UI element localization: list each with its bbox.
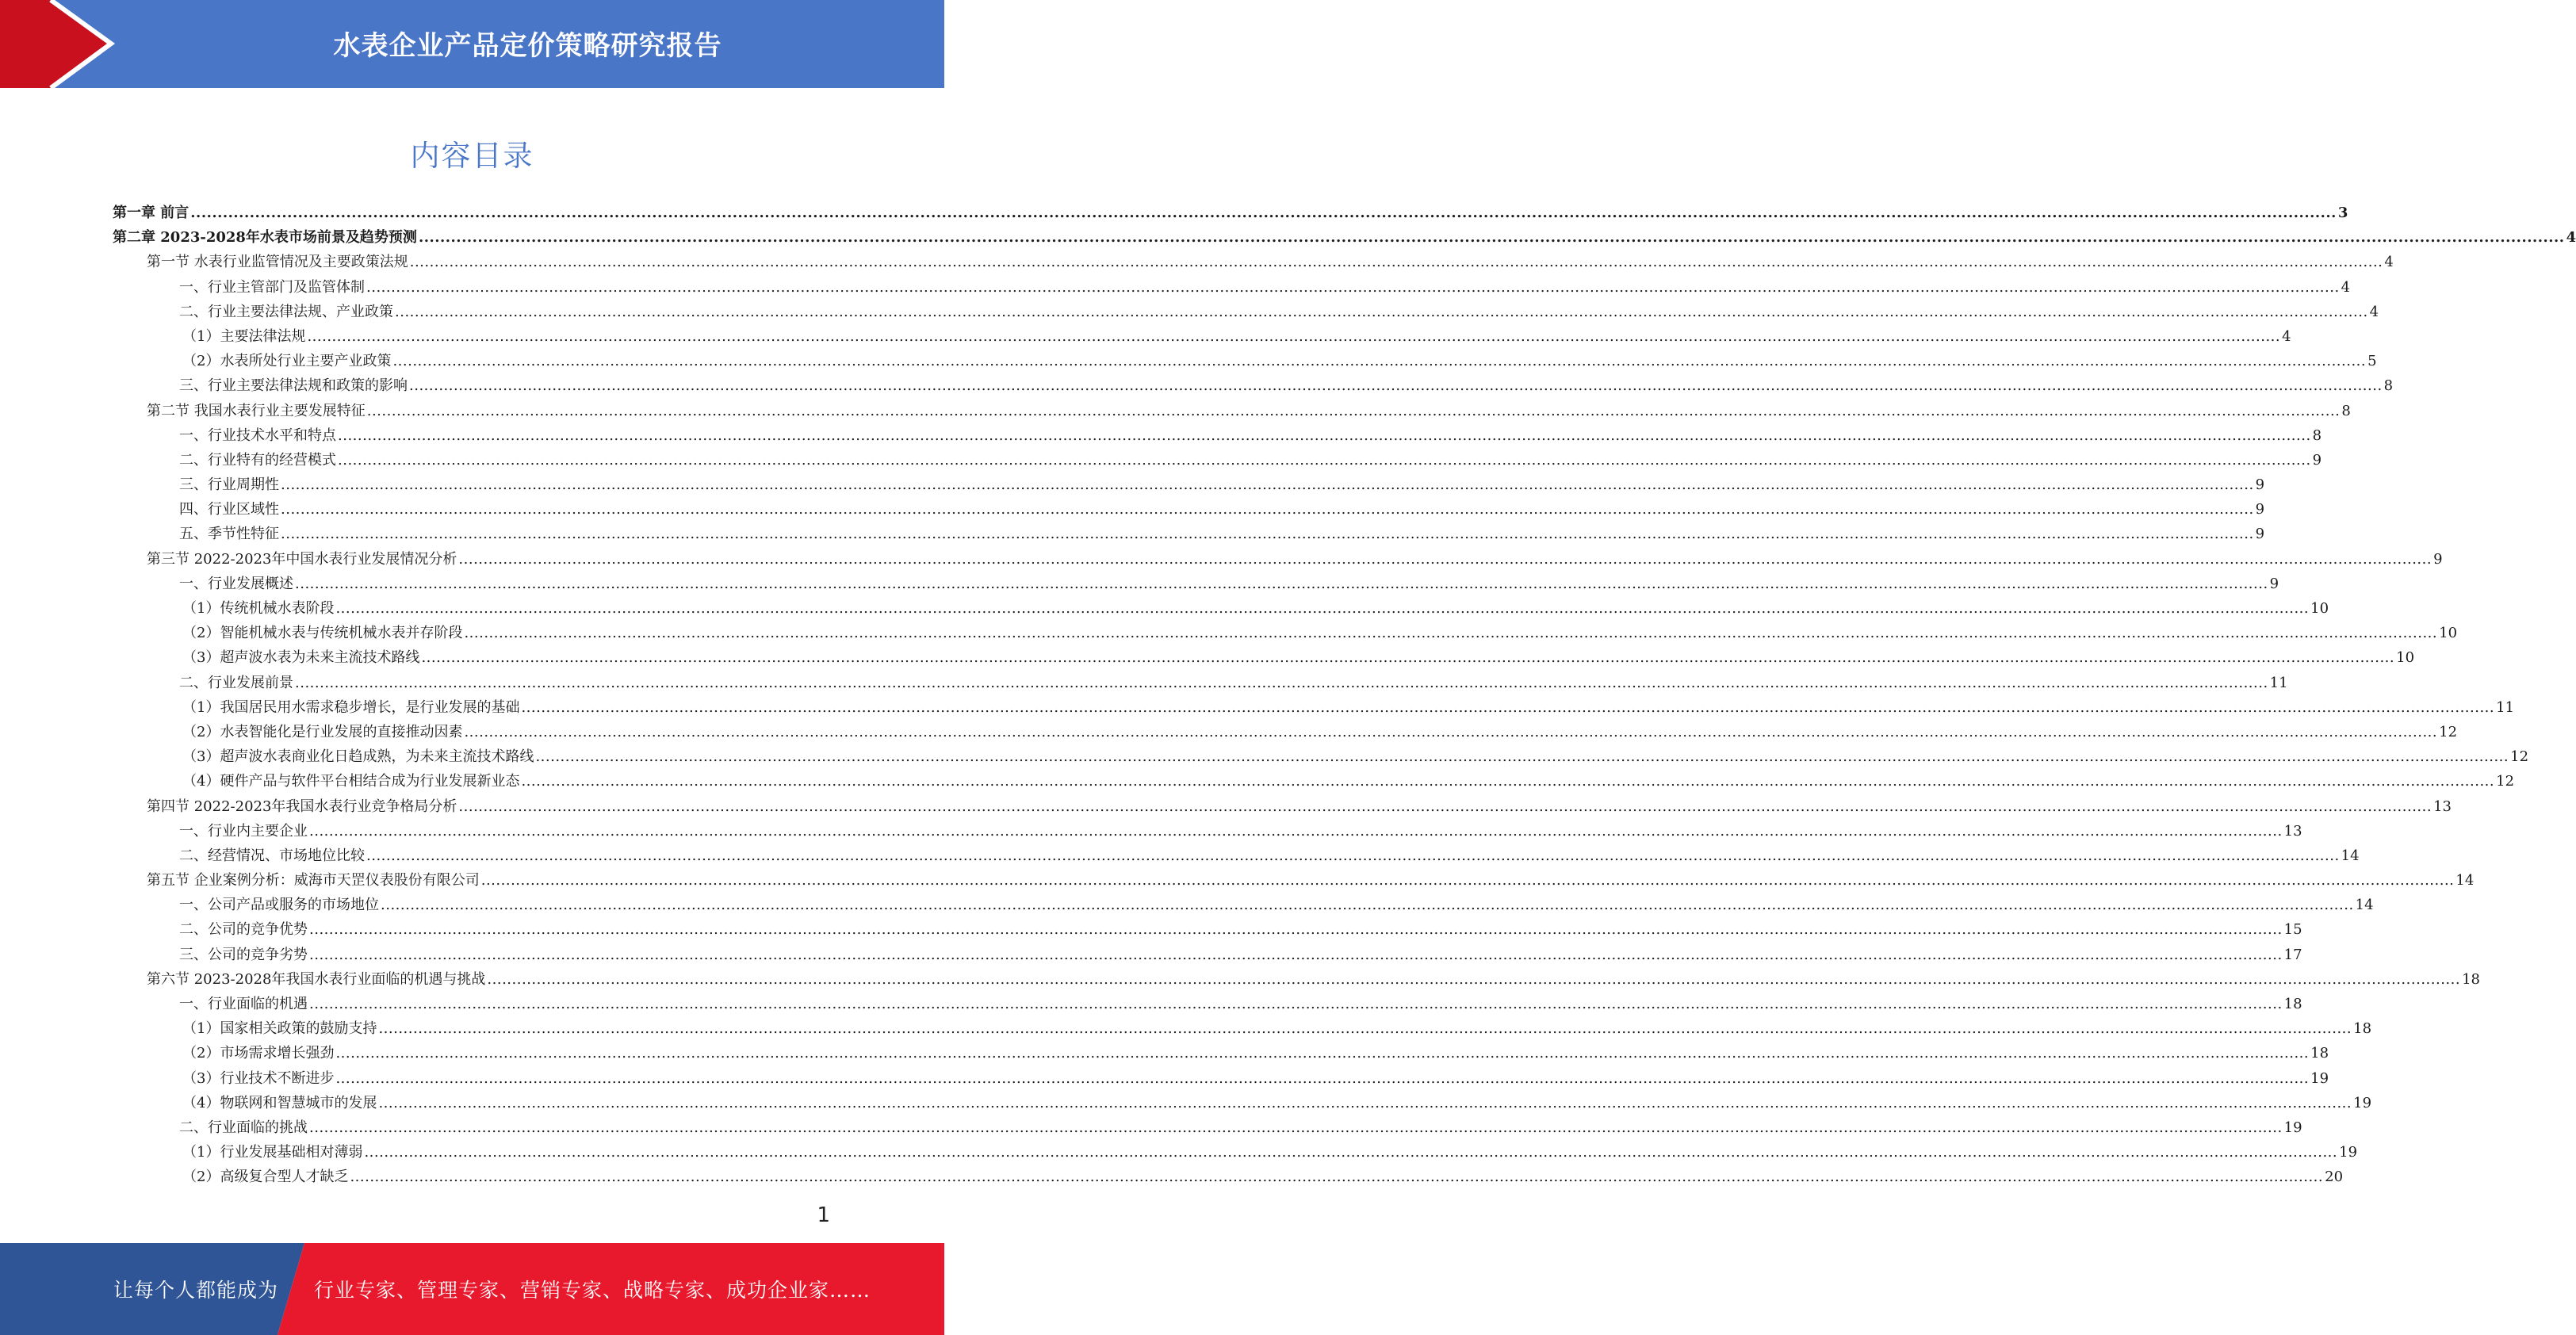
toc-dot-leader: ................................................................................................................................................................................................................................................................................................................................................................................................................ <box>309 822 2283 840</box>
toc-entry[interactable] <box>113 769 2515 794</box>
toc-dot-leader: ................................................................................................................................................................................................................................................................................................................................................................................................................ <box>366 847 2340 864</box>
toc-dot-leader: ................................................................................................................................................................................................................................................................................................................................................................................................................ <box>190 205 2337 221</box>
toc-entry-title: （2）水表所处行业主要产业政策 <box>182 353 392 370</box>
toc-entry-title: 三、行业周期性 <box>179 476 279 494</box>
toc-dot-leader: ................................................................................................................................................................................................................................................................................................................................................................................................................ <box>392 353 2367 370</box>
toc-entry-title: 第一章 前言 <box>113 205 189 221</box>
report-title: 水表企业产品定价策略研究报告 <box>333 30 722 62</box>
toc-entry[interactable] <box>113 720 2458 744</box>
toc-entry[interactable] <box>113 225 2576 250</box>
toc-entry[interactable] <box>113 671 2288 695</box>
toc-entry-title: 二、行业面临的挑战 <box>179 1119 308 1136</box>
toc-entry[interactable] <box>113 547 2443 572</box>
toc-entry[interactable] <box>113 1041 2329 1065</box>
report-footer <box>0 1243 944 1335</box>
toc-entry-page: 10 <box>2439 625 2458 642</box>
toc-entry[interactable] <box>113 275 2351 300</box>
toc-entry-title: 二、行业特有的经营模式 <box>179 451 336 469</box>
toc-entry-title: 第二节 我国水表行业主要发展特征 <box>147 402 366 419</box>
toc-heading: 内容目录 <box>410 139 534 173</box>
toc-dot-leader: ................................................................................................................................................................................................................................................................................................................................................................................................................ <box>295 674 2268 691</box>
toc-entry-title: 第六节 2023-2028年我国水表行业面临的机遇与挑战 <box>147 970 486 988</box>
toc-entry[interactable] <box>113 497 2265 522</box>
toc-dot-leader: ................................................................................................................................................................................................................................................................................................................................................................................................................ <box>281 476 2254 494</box>
toc-entry[interactable] <box>113 917 2302 942</box>
toc-entry-title: 五、季节性特征 <box>179 526 279 543</box>
toc-entry-title: （4）物联网和智慧城市的发展 <box>182 1094 377 1111</box>
toc-dot-leader: ................................................................................................................................................................................................................................................................................................................................................................................................................ <box>366 278 2340 296</box>
toc-dot-leader: ................................................................................................................................................................................................................................................................................................................................................................................................................ <box>350 1169 2324 1186</box>
toc-entry[interactable] <box>113 399 2351 423</box>
toc-entry-page: 9 <box>2255 476 2265 494</box>
toc-entry-title: （2）高级复合型人才缺乏 <box>182 1169 349 1186</box>
toc-entry-page: 9 <box>2255 501 2265 518</box>
toc-entry-title: 第二章 2023-2028年水表市场前景及趋势预测 <box>113 229 417 247</box>
toc-entry-page: 19 <box>2310 1069 2329 1087</box>
toc-dot-leader: ................................................................................................................................................................................................................................................................................................................................................................................................................ <box>521 773 2495 790</box>
toc-entry-page: 18 <box>2353 1020 2372 1038</box>
toc-entry-title: 四、行业区域性 <box>179 501 279 518</box>
toc-dot-leader: ................................................................................................................................................................................................................................................................................................................................................................................................................ <box>335 1069 2310 1087</box>
toc-dot-leader: ................................................................................................................................................................................................................................................................................................................................................................................................................ <box>409 254 2383 271</box>
toc-entry[interactable] <box>113 201 2348 225</box>
toc-dot-leader: ................................................................................................................................................................................................................................................................................................................................................................................................................ <box>381 897 2354 914</box>
toc-entry-page: 14 <box>2455 872 2475 889</box>
toc-entry[interactable] <box>113 250 2394 274</box>
toc-entry-page: 4 <box>2369 303 2379 320</box>
toc-entry-page: 12 <box>2439 723 2458 740</box>
toc-entry-page: 9 <box>2269 575 2279 592</box>
toc-entry-page: 9 <box>2255 526 2265 543</box>
toc-entry-page: 17 <box>2283 946 2302 963</box>
toc-dot-leader: ................................................................................................................................................................................................................................................................................................................................................................................................................ <box>295 575 2268 592</box>
toc-dot-leader: ................................................................................................................................................................................................................................................................................................................................................................................................................ <box>464 625 2438 642</box>
toc-entry-page: 4 <box>2566 229 2576 247</box>
toc-entry-page: 8 <box>2341 402 2351 419</box>
toc-entry[interactable] <box>113 522 2265 546</box>
footer-slogan-right: 行业专家、管理专家、营销专家、战略专家、成功企业家…… <box>314 1279 871 1302</box>
toc-entry-page: 9 <box>2433 550 2443 568</box>
toc-entry-title: 一、行业面临的机遇 <box>179 996 308 1012</box>
toc-entry-title: （1）我国居民用水需求稳步增长，是行业发展的基础 <box>182 698 520 716</box>
toc-entry[interactable] <box>113 1066 2329 1091</box>
toc-entry[interactable] <box>113 324 2291 349</box>
toc-dot-leader: ................................................................................................................................................................................................................................................................................................................................................................................................................ <box>309 1119 2283 1136</box>
toc-dot-leader: ................................................................................................................................................................................................................................................................................................................................................................................................................ <box>309 996 2283 1012</box>
toc-entry[interactable] <box>113 448 2322 472</box>
toc-entry[interactable] <box>113 943 2302 967</box>
toc-dot-leader: ................................................................................................................................................................................................................................................................................................................................................................................................................ <box>418 229 2565 247</box>
toc-entry-page: 15 <box>2283 921 2302 939</box>
toc-dot-leader: ................................................................................................................................................................................................................................................................................................................................................................................................................ <box>378 1094 2352 1111</box>
toc-entry-page: 4 <box>2341 278 2351 296</box>
toc-entry-page: 10 <box>2396 649 2415 667</box>
toc-entry[interactable] <box>113 596 2329 621</box>
toc-dot-leader: ................................................................................................................................................................................................................................................................................................................................................................................................................ <box>421 649 2395 667</box>
toc-dot-leader: ................................................................................................................................................................................................................................................................................................................................................................................................................ <box>335 1045 2310 1062</box>
toc-entry-title: （2）水表智能化是行业发展的直接推动因素 <box>182 723 463 740</box>
toc-entry-page: 14 <box>2341 847 2360 864</box>
toc-entry[interactable] <box>113 373 2394 398</box>
toc-entry[interactable] <box>113 992 2302 1016</box>
toc-dot-leader: ................................................................................................................................................................................................................................................................................................................................................................................................................ <box>409 377 2383 395</box>
toc-dot-leader: ................................................................................................................................................................................................................................................................................................................................................................................................................ <box>480 872 2455 889</box>
toc-entry[interactable] <box>113 1165 2344 1189</box>
toc-dot-leader: ................................................................................................................................................................................................................................................................................................................................................................................................................ <box>307 327 2281 345</box>
toc-entry[interactable] <box>113 1091 2372 1115</box>
toc-entry[interactable] <box>113 1115 2302 1140</box>
toc-entry-page: 14 <box>2355 897 2374 914</box>
toc-entry-title: （3）超声波水表为未来主流技术路线 <box>182 649 420 667</box>
toc-entry[interactable] <box>113 572 2279 596</box>
toc-entry-title: （2）市场需求增长强劲 <box>182 1045 335 1062</box>
toc-entry[interactable] <box>113 819 2302 843</box>
toc-entry-title: （3）超声波水表商业化日趋成熟，为未来主流技术路线 <box>182 748 534 766</box>
toc-entry-page: 8 <box>2383 377 2394 395</box>
toc-entry-page: 5 <box>2367 353 2377 370</box>
toc-entry-page: 11 <box>2496 698 2515 716</box>
table-of-contents <box>113 201 2576 1190</box>
toc-dot-leader: ................................................................................................................................................................................................................................................................................................................................................................................................................ <box>458 798 2432 815</box>
toc-entry-page: 13 <box>2283 822 2302 840</box>
toc-entry[interactable] <box>113 423 2322 448</box>
toc-dot-leader: ................................................................................................................................................................................................................................................................................................................................................................................................................ <box>281 501 2254 518</box>
toc-entry-title: 第五节 企业案例分析：威海市天罡仪表股份有限公司 <box>147 872 480 889</box>
toc-dot-leader: ................................................................................................................................................................................................................................................................................................................................................................................................................ <box>464 723 2438 740</box>
toc-entry-title: 二、行业主要法律法规、产业政策 <box>179 303 393 320</box>
toc-entry-page: 4 <box>2282 327 2291 345</box>
toc-entry-page: 18 <box>2310 1045 2329 1062</box>
toc-entry[interactable] <box>113 893 2374 917</box>
toc-entry-title: （4）硬件产品与软件平台相结合成为行业发展新业态 <box>182 773 520 790</box>
toc-entry-title: 一、行业发展概述 <box>179 575 293 592</box>
toc-entry[interactable] <box>113 695 2515 720</box>
toc-entry-page: 19 <box>2283 1119 2302 1136</box>
toc-entry-page: 3 <box>2337 205 2348 221</box>
report-header <box>0 0 944 88</box>
toc-entry[interactable] <box>113 472 2265 497</box>
toc-entry[interactable] <box>113 843 2360 868</box>
toc-entry[interactable] <box>113 621 2458 645</box>
toc-entry-page: 8 <box>2312 427 2322 444</box>
toc-dot-leader: ................................................................................................................................................................................................................................................................................................................................................................................................................ <box>364 1144 2338 1161</box>
page-number: 1 <box>817 1203 830 1227</box>
toc-entry-title: 三、行业主要法律法规和政策的影响 <box>179 377 408 395</box>
toc-entry[interactable] <box>113 967 2480 992</box>
toc-entry-title: （1）传统机械水表阶段 <box>182 600 335 617</box>
toc-dot-leader: ................................................................................................................................................................................................................................................................................................................................................................................................................ <box>378 1020 2352 1038</box>
toc-entry-title: 二、经营情况、市场地位比较 <box>179 847 365 864</box>
toc-entry-title: 一、行业内主要企业 <box>179 822 308 840</box>
toc-entry-title: （1）行业发展基础相对薄弱 <box>182 1144 363 1161</box>
toc-entry[interactable] <box>113 794 2452 819</box>
toc-entry-page: 4 <box>2384 254 2394 271</box>
toc-dot-leader: ................................................................................................................................................................................................................................................................................................................................................................................................................ <box>458 550 2432 568</box>
toc-entry-page: 19 <box>2353 1094 2372 1111</box>
toc-entry-page: 12 <box>2510 748 2529 766</box>
toc-entry[interactable] <box>113 868 2475 893</box>
toc-entry-title: 三、公司的竞争劣势 <box>179 946 308 963</box>
toc-dot-leader: ................................................................................................................................................................................................................................................................................................................................................................................................................ <box>395 303 2368 320</box>
toc-dot-leader: ................................................................................................................................................................................................................................................................................................................................................................................................................ <box>309 946 2283 963</box>
toc-dot-leader: ................................................................................................................................................................................................................................................................................................................................................................................................................ <box>335 600 2310 617</box>
toc-entry[interactable] <box>113 300 2379 324</box>
toc-entry[interactable] <box>113 744 2529 769</box>
toc-dot-leader: ................................................................................................................................................................................................................................................................................................................................................................................................................ <box>487 970 2461 988</box>
toc-entry-page: 9 <box>2312 451 2322 469</box>
toc-entry-title: 一、行业技术水平和特点 <box>179 427 336 444</box>
toc-entry-page: 12 <box>2496 773 2515 790</box>
toc-dot-leader: ................................................................................................................................................................................................................................................................................................................................................................................................................ <box>366 402 2341 419</box>
toc-entry-title: 二、行业发展前景 <box>179 674 293 691</box>
header-red-arrow <box>0 0 111 88</box>
toc-entry-page: 11 <box>2269 674 2288 691</box>
toc-entry-title: （1）国家相关政策的鼓励支持 <box>182 1020 377 1038</box>
toc-entry-page: 20 <box>2325 1169 2344 1186</box>
toc-entry-title: 一、行业主管部门及监管体制 <box>179 278 365 296</box>
toc-entry-title: （3）行业技术不断进步 <box>182 1069 335 1087</box>
toc-entry[interactable] <box>113 1140 2358 1165</box>
toc-entry-title: 一、公司产品或服务的市场地位 <box>179 897 379 914</box>
toc-entry-page: 10 <box>2310 600 2329 617</box>
toc-dot-leader: ................................................................................................................................................................................................................................................................................................................................................................................................................ <box>521 698 2495 716</box>
toc-entry-title: 第三节 2022-2023年中国水表行业发展情况分析 <box>147 550 457 568</box>
toc-entry-title: 二、公司的竞争优势 <box>179 921 308 939</box>
toc-dot-leader: ................................................................................................................................................................................................................................................................................................................................................................................................................ <box>281 526 2254 543</box>
toc-entry[interactable] <box>113 1016 2372 1041</box>
toc-entry-page: 18 <box>2462 970 2480 988</box>
toc-entry[interactable] <box>113 349 2377 373</box>
footer-slogan-left: 让每个人都能成为 <box>113 1279 279 1302</box>
toc-dot-leader: ................................................................................................................................................................................................................................................................................................................................................................................................................ <box>338 427 2311 444</box>
toc-entry-title: （1）主要法律法规 <box>182 327 306 345</box>
toc-entry-title: （2）智能机械水表与传统机械水表并存阶段 <box>182 625 463 642</box>
toc-entry-page: 13 <box>2433 798 2452 815</box>
toc-entry[interactable] <box>113 645 2415 670</box>
toc-entry-page: 18 <box>2283 996 2302 1012</box>
toc-dot-leader: ................................................................................................................................................................................................................................................................................................................................................................................................................ <box>535 748 2509 766</box>
toc-entry-title: 第一节 水表行业监管情况及主要政策法规 <box>147 254 408 271</box>
toc-dot-leader: ................................................................................................................................................................................................................................................................................................................................................................................................................ <box>338 451 2311 469</box>
toc-entry-page: 19 <box>2339 1144 2358 1161</box>
toc-entry-title: 第四节 2022-2023年我国水表行业竞争格局分析 <box>147 798 457 815</box>
toc-dot-leader: ................................................................................................................................................................................................................................................................................................................................................................................................................ <box>309 921 2283 939</box>
